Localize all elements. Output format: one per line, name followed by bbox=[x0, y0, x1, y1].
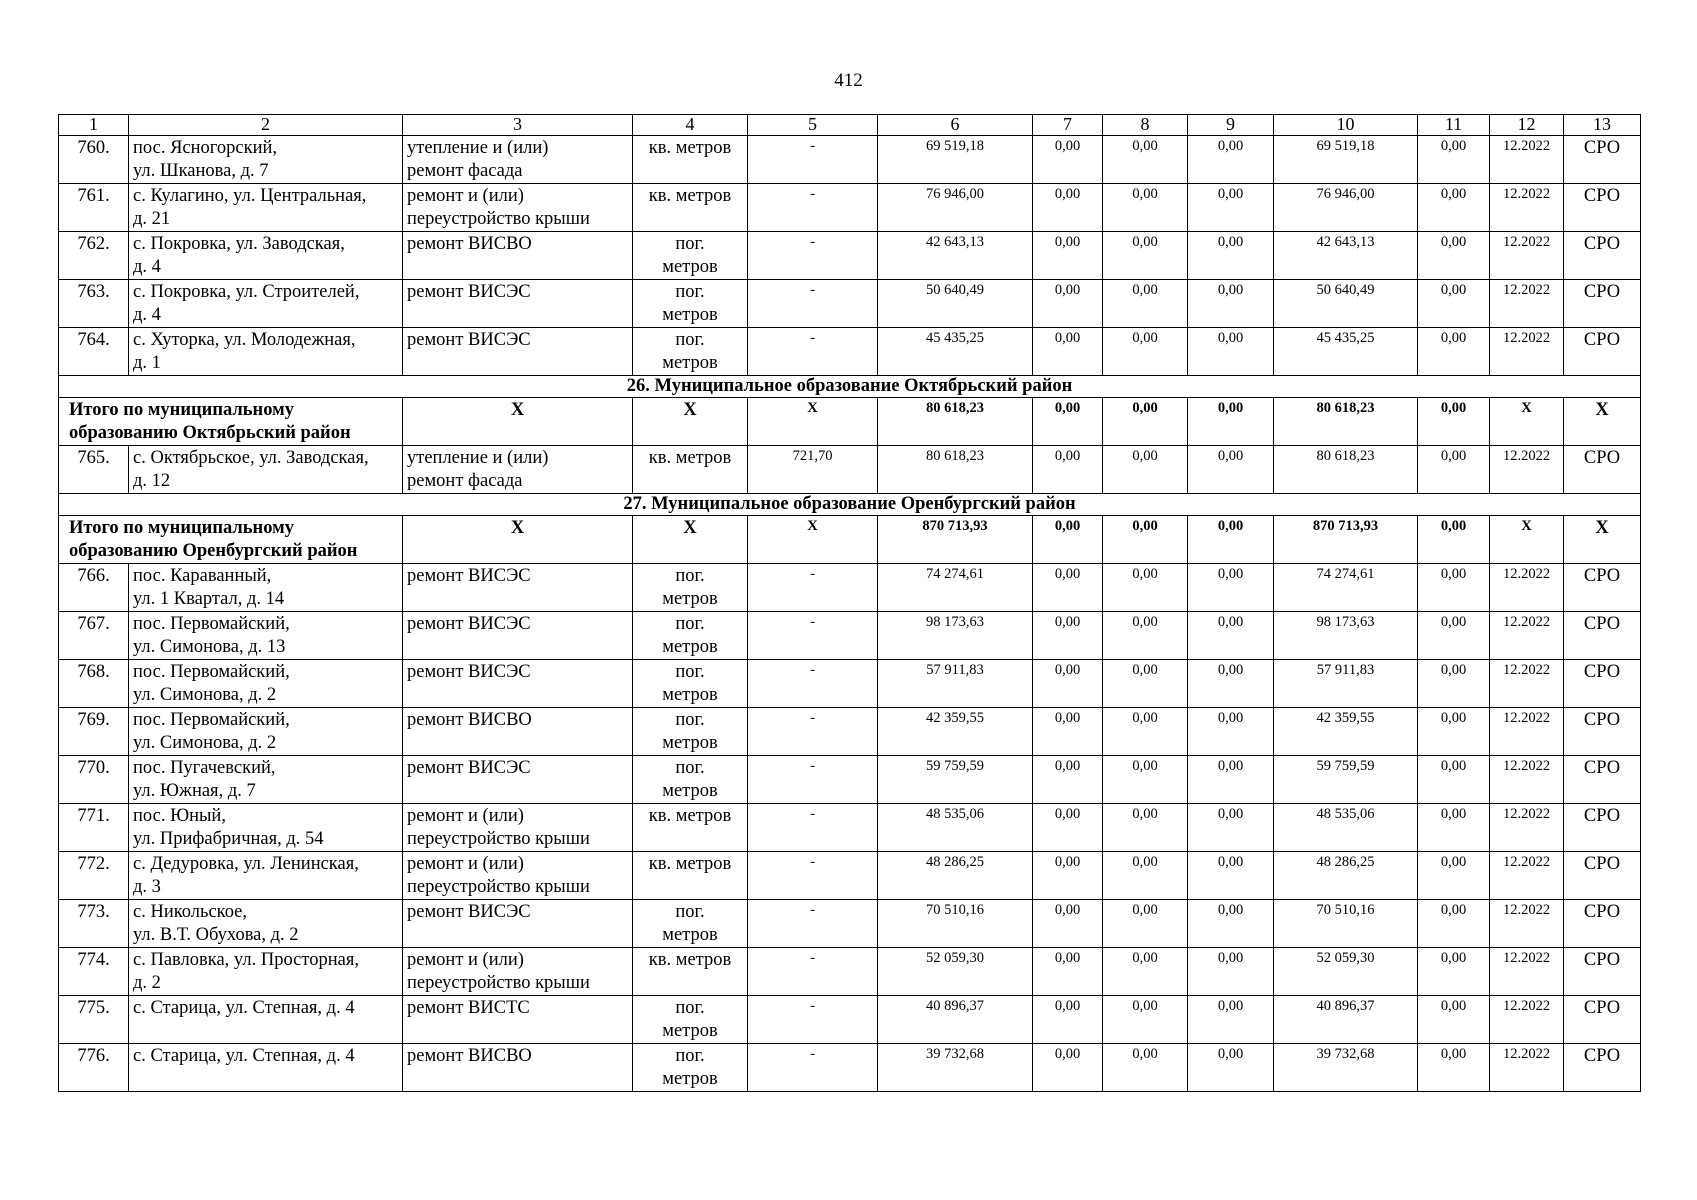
date-cell: 12.2022 bbox=[1490, 280, 1564, 328]
col8-cell: 0,00 bbox=[1103, 900, 1188, 948]
col11-cell: 0,00 bbox=[1418, 446, 1490, 494]
row-number: 766. bbox=[59, 564, 129, 612]
date-cell: 12.2022 bbox=[1490, 900, 1564, 948]
date-cell: 12.2022 bbox=[1490, 804, 1564, 852]
executor-cell: СРО bbox=[1564, 280, 1641, 328]
col8-cell: 0,00 bbox=[1103, 516, 1188, 564]
col9-cell: 0,00 bbox=[1188, 328, 1274, 376]
executor-cell: СРО bbox=[1564, 948, 1641, 996]
unit-cell: кв. метров bbox=[633, 136, 748, 184]
address-cell: пос. Юный, ул. Прифабричная, д. 54 bbox=[129, 804, 403, 852]
col11-cell: 0,00 bbox=[1418, 328, 1490, 376]
row-number: 764. bbox=[59, 328, 129, 376]
col8-cell: 0,00 bbox=[1103, 660, 1188, 708]
address-cell: с. Старица, ул. Степная, д. 4 bbox=[129, 996, 403, 1044]
col8-cell: 0,00 bbox=[1103, 564, 1188, 612]
col7-cell: 0,00 bbox=[1033, 232, 1103, 280]
section-heading: 26. Муниципальное образование Октябрьский район bbox=[59, 376, 1641, 398]
col11-cell: 0,00 bbox=[1418, 996, 1490, 1044]
unit-cell: пог. метров bbox=[633, 280, 748, 328]
unit-cell: пог. метров bbox=[633, 1044, 748, 1092]
work-type-cell: ремонт ВИСТС bbox=[403, 996, 633, 1044]
table-row bbox=[59, 1044, 1641, 1092]
table-row bbox=[59, 328, 1641, 376]
work-type-cell: ремонт и (или) переустройство крыши bbox=[403, 184, 633, 232]
address-cell: с. Покровка, ул. Заводская, д. 4 bbox=[129, 232, 403, 280]
col9-cell: 0,00 bbox=[1188, 852, 1274, 900]
executor-cell: СРО bbox=[1564, 708, 1641, 756]
col9-cell: 0,00 bbox=[1188, 232, 1274, 280]
address-cell: с. Кулагино, ул. Центральная, д. 21 bbox=[129, 184, 403, 232]
unit-cell: кв. метров bbox=[633, 852, 748, 900]
executor-cell: СРО bbox=[1564, 446, 1641, 494]
col9-cell: 0,00 bbox=[1188, 900, 1274, 948]
col5-cell: X bbox=[748, 398, 878, 446]
work-type-cell: ремонт ВИСЭС bbox=[403, 756, 633, 804]
col6-cell: 74 274,61 bbox=[878, 564, 1033, 612]
date-cell: 12.2022 bbox=[1490, 136, 1564, 184]
address-cell: пос. Первомайский, ул. Симонова, д. 13 bbox=[129, 612, 403, 660]
col10-cell: 70 510,16 bbox=[1274, 900, 1418, 948]
table-row bbox=[59, 804, 1641, 852]
table-row bbox=[59, 280, 1641, 328]
col7-cell: 0,00 bbox=[1033, 280, 1103, 328]
col7-cell: 0,00 bbox=[1033, 446, 1103, 494]
col7-cell: 0,00 bbox=[1033, 852, 1103, 900]
col11-cell: 0,00 bbox=[1418, 660, 1490, 708]
executor-cell: СРО bbox=[1564, 1044, 1641, 1092]
section-heading-row bbox=[59, 494, 1641, 516]
col6-cell: 98 173,63 bbox=[878, 612, 1033, 660]
col13-cell: X bbox=[1564, 516, 1641, 564]
column-header: 6 bbox=[878, 115, 1033, 136]
col6-cell: 870 713,93 bbox=[878, 516, 1033, 564]
unit-cell: пог. метров bbox=[633, 660, 748, 708]
col10-cell: 80 618,23 bbox=[1274, 446, 1418, 494]
table-row bbox=[59, 948, 1641, 996]
col9-cell: 0,00 bbox=[1188, 280, 1274, 328]
col10-cell: 98 173,63 bbox=[1274, 612, 1418, 660]
table-row bbox=[59, 852, 1641, 900]
date-cell: 12.2022 bbox=[1490, 446, 1564, 494]
work-type-cell: ремонт и (или) переустройство крыши bbox=[403, 948, 633, 996]
col6-cell: 52 059,30 bbox=[878, 948, 1033, 996]
col6-cell: 80 618,23 bbox=[878, 446, 1033, 494]
col8-cell: 0,00 bbox=[1103, 184, 1188, 232]
total-row bbox=[59, 398, 1641, 446]
table-body bbox=[59, 115, 1641, 1092]
executor-cell: СРО bbox=[1564, 564, 1641, 612]
executor-cell: СРО bbox=[1564, 232, 1641, 280]
table-row bbox=[59, 996, 1641, 1044]
executor-cell: СРО bbox=[1564, 328, 1641, 376]
col8-cell: 0,00 bbox=[1103, 280, 1188, 328]
col10-cell: 48 286,25 bbox=[1274, 852, 1418, 900]
col10-cell: 80 618,23 bbox=[1274, 398, 1418, 446]
col9-cell: 0,00 bbox=[1188, 756, 1274, 804]
col5-cell: - bbox=[748, 708, 878, 756]
work-type-cell: ремонт и (или) переустройство крыши bbox=[403, 852, 633, 900]
work-type-cell: ремонт ВИСЭС bbox=[403, 280, 633, 328]
work-type-cell: ремонт ВИСВО bbox=[403, 1044, 633, 1092]
work-type-cell: ремонт и (или) переустройство крыши bbox=[403, 804, 633, 852]
address-cell: пос. Первомайский, ул. Симонова, д. 2 bbox=[129, 660, 403, 708]
col5-cell: - bbox=[748, 1044, 878, 1092]
col4-cell: X bbox=[633, 398, 748, 446]
date-cell: 12.2022 bbox=[1490, 708, 1564, 756]
date-cell: 12.2022 bbox=[1490, 328, 1564, 376]
col8-cell: 0,00 bbox=[1103, 328, 1188, 376]
executor-cell: СРО bbox=[1564, 852, 1641, 900]
col10-cell: 870 713,93 bbox=[1274, 516, 1418, 564]
row-number: 761. bbox=[59, 184, 129, 232]
executor-cell: СРО bbox=[1564, 900, 1641, 948]
row-number: 767. bbox=[59, 612, 129, 660]
col7-cell: 0,00 bbox=[1033, 564, 1103, 612]
column-header: 2 bbox=[129, 115, 403, 136]
unit-cell: пог. метров bbox=[633, 328, 748, 376]
unit-cell: пог. метров bbox=[633, 900, 748, 948]
table-row bbox=[59, 708, 1641, 756]
col6-cell: 59 759,59 bbox=[878, 756, 1033, 804]
executor-cell: СРО bbox=[1564, 660, 1641, 708]
col9-cell: 0,00 bbox=[1188, 446, 1274, 494]
col7-cell: 0,00 bbox=[1033, 1044, 1103, 1092]
date-cell: 12.2022 bbox=[1490, 232, 1564, 280]
column-header: 10 bbox=[1274, 115, 1418, 136]
work-type-cell: ремонт ВИСЭС bbox=[403, 564, 633, 612]
date-cell: 12.2022 bbox=[1490, 852, 1564, 900]
executor-cell: СРО bbox=[1564, 136, 1641, 184]
col7-cell: 0,00 bbox=[1033, 136, 1103, 184]
col8-cell: 0,00 bbox=[1103, 398, 1188, 446]
col8-cell: 0,00 bbox=[1103, 756, 1188, 804]
date-cell: 12.2022 bbox=[1490, 184, 1564, 232]
col8-cell: 0,00 bbox=[1103, 446, 1188, 494]
section-heading-row bbox=[59, 376, 1641, 398]
col10-cell: 48 535,06 bbox=[1274, 804, 1418, 852]
unit-cell: пог. метров bbox=[633, 708, 748, 756]
col7-cell: 0,00 bbox=[1033, 708, 1103, 756]
table-row bbox=[59, 184, 1641, 232]
row-number: 771. bbox=[59, 804, 129, 852]
row-number: 765. bbox=[59, 446, 129, 494]
col7-cell: 0,00 bbox=[1033, 328, 1103, 376]
row-number: 773. bbox=[59, 900, 129, 948]
col5-cell: - bbox=[748, 184, 878, 232]
col9-cell: 0,00 bbox=[1188, 398, 1274, 446]
col5-cell: - bbox=[748, 900, 878, 948]
col9-cell: 0,00 bbox=[1188, 660, 1274, 708]
column-header: 1 bbox=[59, 115, 129, 136]
col8-cell: 0,00 bbox=[1103, 708, 1188, 756]
unit-cell: пог. метров bbox=[633, 996, 748, 1044]
col6-cell: 42 643,13 bbox=[878, 232, 1033, 280]
table-row bbox=[59, 900, 1641, 948]
col8-cell: 0,00 bbox=[1103, 232, 1188, 280]
row-number: 776. bbox=[59, 1044, 129, 1092]
address-cell: пос. Караванный, ул. 1 Квартал, д. 14 bbox=[129, 564, 403, 612]
col9-cell: 0,00 bbox=[1188, 184, 1274, 232]
col5-cell: - bbox=[748, 756, 878, 804]
col5-cell: - bbox=[748, 232, 878, 280]
column-header: 5 bbox=[748, 115, 878, 136]
executor-cell: СРО bbox=[1564, 184, 1641, 232]
col11-cell: 0,00 bbox=[1418, 136, 1490, 184]
row-number: 775. bbox=[59, 996, 129, 1044]
column-header: 13 bbox=[1564, 115, 1641, 136]
table-row bbox=[59, 660, 1641, 708]
table-row bbox=[59, 446, 1641, 494]
col6-cell: 40 896,37 bbox=[878, 996, 1033, 1044]
col13-cell: X bbox=[1564, 398, 1641, 446]
col10-cell: 39 732,68 bbox=[1274, 1044, 1418, 1092]
table-row bbox=[59, 612, 1641, 660]
unit-cell: пог. метров bbox=[633, 756, 748, 804]
date-cell: 12.2022 bbox=[1490, 1044, 1564, 1092]
col8-cell: 0,00 bbox=[1103, 612, 1188, 660]
page-number: 412 bbox=[834, 70, 863, 91]
col7-cell: 0,00 bbox=[1033, 756, 1103, 804]
total-title: Итого по муниципальному образованию Октябрьский район bbox=[59, 398, 403, 446]
col11-cell: 0,00 bbox=[1418, 756, 1490, 804]
col5-cell: - bbox=[748, 280, 878, 328]
col11-cell: 0,00 bbox=[1418, 708, 1490, 756]
table-row bbox=[59, 564, 1641, 612]
col11-cell: 0,00 bbox=[1418, 948, 1490, 996]
unit-cell: кв. метров bbox=[633, 184, 748, 232]
col6-cell: 48 535,06 bbox=[878, 804, 1033, 852]
address-cell: с. Хуторка, ул. Молодежная, д. 1 bbox=[129, 328, 403, 376]
executor-cell: СРО bbox=[1564, 756, 1641, 804]
col11-cell: 0,00 bbox=[1418, 516, 1490, 564]
address-cell: пос. Пугачевский, ул. Южная, д. 7 bbox=[129, 756, 403, 804]
col10-cell: 50 640,49 bbox=[1274, 280, 1418, 328]
col5-cell: - bbox=[748, 328, 878, 376]
col10-cell: 59 759,59 bbox=[1274, 756, 1418, 804]
executor-cell: СРО bbox=[1564, 804, 1641, 852]
column-header: 11 bbox=[1418, 115, 1490, 136]
total-row bbox=[59, 516, 1641, 564]
col8-cell: 0,00 bbox=[1103, 996, 1188, 1044]
col11-cell: 0,00 bbox=[1418, 852, 1490, 900]
col10-cell: 52 059,30 bbox=[1274, 948, 1418, 996]
work-type-cell: ремонт ВИСЭС bbox=[403, 612, 633, 660]
col9-cell: 0,00 bbox=[1188, 1044, 1274, 1092]
col5-cell: - bbox=[748, 660, 878, 708]
work-type-cell: ремонт ВИСВО bbox=[403, 232, 633, 280]
row-number: 760. bbox=[59, 136, 129, 184]
table-row bbox=[59, 756, 1641, 804]
date-cell: 12.2022 bbox=[1490, 756, 1564, 804]
column-header: 3 bbox=[403, 115, 633, 136]
unit-cell: пог. метров bbox=[633, 232, 748, 280]
col7-cell: 0,00 bbox=[1033, 948, 1103, 996]
col8-cell: 0,00 bbox=[1103, 804, 1188, 852]
row-number: 762. bbox=[59, 232, 129, 280]
col6-cell: 76 946,00 bbox=[878, 184, 1033, 232]
col8-cell: 0,00 bbox=[1103, 852, 1188, 900]
section-heading: 27. Муниципальное образование Оренбургский район bbox=[59, 494, 1641, 516]
row-number: 769. bbox=[59, 708, 129, 756]
col11-cell: 0,00 bbox=[1418, 398, 1490, 446]
col9-cell: 0,00 bbox=[1188, 516, 1274, 564]
col5-cell: - bbox=[748, 136, 878, 184]
col10-cell: 42 359,55 bbox=[1274, 708, 1418, 756]
col7-cell: 0,00 bbox=[1033, 900, 1103, 948]
col5-cell: - bbox=[748, 804, 878, 852]
col10-cell: 45 435,25 bbox=[1274, 328, 1418, 376]
date-cell: 12.2022 bbox=[1490, 612, 1564, 660]
col12-cell: X bbox=[1490, 398, 1564, 446]
col11-cell: 0,00 bbox=[1418, 612, 1490, 660]
column-header: 9 bbox=[1188, 115, 1274, 136]
col12-cell: X bbox=[1490, 516, 1564, 564]
col10-cell: 69 519,18 bbox=[1274, 136, 1418, 184]
col10-cell: 57 911,83 bbox=[1274, 660, 1418, 708]
col5-cell: - bbox=[748, 612, 878, 660]
row-number: 774. bbox=[59, 948, 129, 996]
col3-cell: X bbox=[403, 398, 633, 446]
col11-cell: 0,00 bbox=[1418, 564, 1490, 612]
row-number: 768. bbox=[59, 660, 129, 708]
address-cell: с. Дедуровка, ул. Ленинская, д. 3 bbox=[129, 852, 403, 900]
row-number: 770. bbox=[59, 756, 129, 804]
col7-cell: 0,00 bbox=[1033, 184, 1103, 232]
col7-cell: 0,00 bbox=[1033, 660, 1103, 708]
col7-cell: 0,00 bbox=[1033, 516, 1103, 564]
column-header: 4 bbox=[633, 115, 748, 136]
work-type-cell: ремонт ВИСЭС bbox=[403, 660, 633, 708]
column-number-header bbox=[59, 115, 1641, 136]
row-number: 772. bbox=[59, 852, 129, 900]
col6-cell: 69 519,18 bbox=[878, 136, 1033, 184]
col11-cell: 0,00 bbox=[1418, 1044, 1490, 1092]
address-cell: пос. Ясногорский, ул. Шканова, д. 7 bbox=[129, 136, 403, 184]
col4-cell: X bbox=[633, 516, 748, 564]
col6-cell: 50 640,49 bbox=[878, 280, 1033, 328]
col10-cell: 42 643,13 bbox=[1274, 232, 1418, 280]
unit-cell: пог. метров bbox=[633, 564, 748, 612]
col5-cell: X bbox=[748, 516, 878, 564]
unit-cell: кв. метров bbox=[633, 804, 748, 852]
col6-cell: 57 911,83 bbox=[878, 660, 1033, 708]
work-type-cell: утепление и (или) ремонт фасада bbox=[403, 446, 633, 494]
date-cell: 12.2022 bbox=[1490, 660, 1564, 708]
col6-cell: 42 359,55 bbox=[878, 708, 1033, 756]
col8-cell: 0,00 bbox=[1103, 948, 1188, 996]
col9-cell: 0,00 bbox=[1188, 612, 1274, 660]
date-cell: 12.2022 bbox=[1490, 564, 1564, 612]
date-cell: 12.2022 bbox=[1490, 996, 1564, 1044]
col3-cell: X bbox=[403, 516, 633, 564]
table-row bbox=[59, 232, 1641, 280]
unit-cell: кв. метров bbox=[633, 446, 748, 494]
unit-cell: кв. метров bbox=[633, 948, 748, 996]
col9-cell: 0,00 bbox=[1188, 708, 1274, 756]
address-cell: с. Никольское, ул. В.Т. Обухова, д. 2 bbox=[129, 900, 403, 948]
col11-cell: 0,00 bbox=[1418, 804, 1490, 852]
col7-cell: 0,00 bbox=[1033, 804, 1103, 852]
col8-cell: 0,00 bbox=[1103, 136, 1188, 184]
work-type-cell: ремонт ВИСЭС bbox=[403, 900, 633, 948]
date-cell: 12.2022 bbox=[1490, 948, 1564, 996]
work-type-cell: ремонт ВИСЭС bbox=[403, 328, 633, 376]
col9-cell: 0,00 bbox=[1188, 996, 1274, 1044]
col11-cell: 0,00 bbox=[1418, 232, 1490, 280]
col6-cell: 48 286,25 bbox=[878, 852, 1033, 900]
col10-cell: 40 896,37 bbox=[1274, 996, 1418, 1044]
col11-cell: 0,00 bbox=[1418, 900, 1490, 948]
table-row bbox=[59, 136, 1641, 184]
col6-cell: 70 510,16 bbox=[878, 900, 1033, 948]
col5-cell: 721,70 bbox=[748, 446, 878, 494]
col6-cell: 39 732,68 bbox=[878, 1044, 1033, 1092]
total-title: Итого по муниципальному образованию Оренбургский район bbox=[59, 516, 403, 564]
address-cell: с. Старица, ул. Степная, д. 4 bbox=[129, 1044, 403, 1092]
column-header: 12 bbox=[1490, 115, 1564, 136]
col5-cell: - bbox=[748, 852, 878, 900]
col9-cell: 0,00 bbox=[1188, 804, 1274, 852]
col10-cell: 74 274,61 bbox=[1274, 564, 1418, 612]
col9-cell: 0,00 bbox=[1188, 948, 1274, 996]
executor-cell: СРО bbox=[1564, 612, 1641, 660]
col7-cell: 0,00 bbox=[1033, 996, 1103, 1044]
unit-cell: пог. метров bbox=[633, 612, 748, 660]
col8-cell: 0,00 bbox=[1103, 1044, 1188, 1092]
row-number: 763. bbox=[59, 280, 129, 328]
col11-cell: 0,00 bbox=[1418, 184, 1490, 232]
address-cell: с. Октябрьское, ул. Заводская, д. 12 bbox=[129, 446, 403, 494]
col10-cell: 76 946,00 bbox=[1274, 184, 1418, 232]
col5-cell: - bbox=[748, 996, 878, 1044]
address-cell: с. Павловка, ул. Просторная, д. 2 bbox=[129, 948, 403, 996]
column-header: 8 bbox=[1103, 115, 1188, 136]
col7-cell: 0,00 bbox=[1033, 612, 1103, 660]
col9-cell: 0,00 bbox=[1188, 564, 1274, 612]
executor-cell: СРО bbox=[1564, 996, 1641, 1044]
column-header: 7 bbox=[1033, 115, 1103, 136]
col5-cell: - bbox=[748, 564, 878, 612]
work-type-cell: утепление и (или) ремонт фасада bbox=[403, 136, 633, 184]
address-cell: с. Покровка, ул. Строителей, д. 4 bbox=[129, 280, 403, 328]
repair-schedule-table bbox=[58, 114, 1641, 1092]
work-type-cell: ремонт ВИСВО bbox=[403, 708, 633, 756]
col11-cell: 0,00 bbox=[1418, 280, 1490, 328]
col6-cell: 80 618,23 bbox=[878, 398, 1033, 446]
address-cell: пос. Первомайский, ул. Симонова, д. 2 bbox=[129, 708, 403, 756]
col7-cell: 0,00 bbox=[1033, 398, 1103, 446]
col9-cell: 0,00 bbox=[1188, 136, 1274, 184]
col5-cell: - bbox=[748, 948, 878, 996]
col6-cell: 45 435,25 bbox=[878, 328, 1033, 376]
